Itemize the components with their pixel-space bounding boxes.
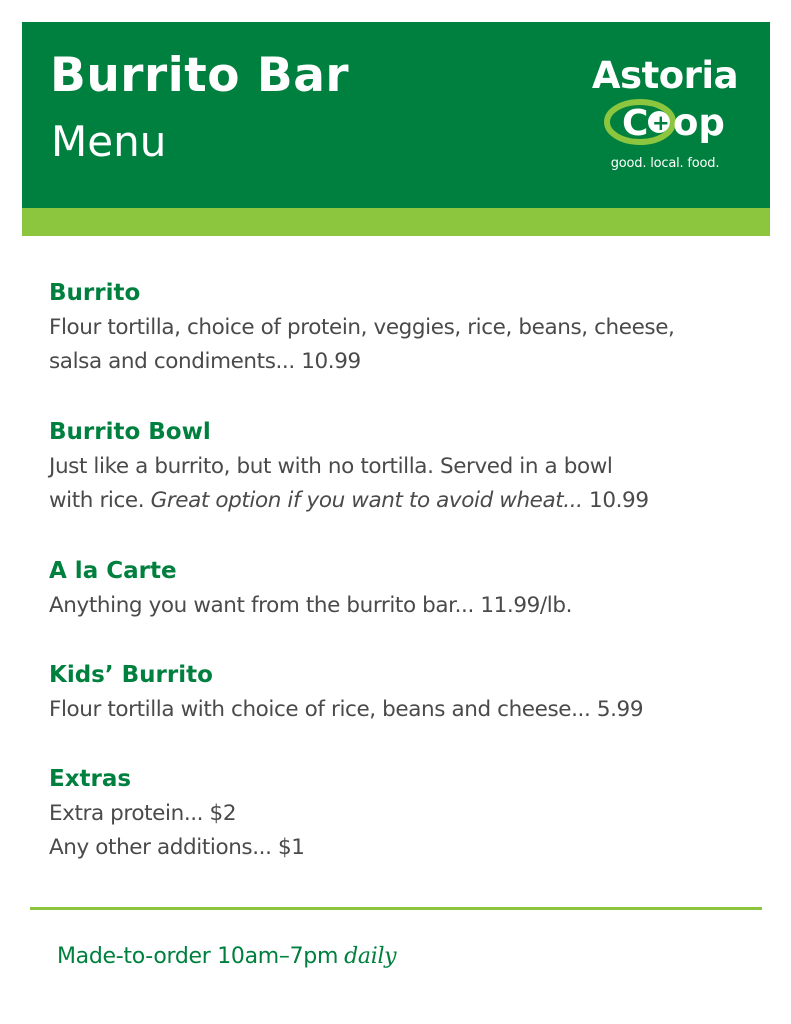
section-description: salsa and condiments... 10.99 (49, 349, 361, 374)
menu-section-burrito-bowl (49, 421, 649, 518)
menu-section-kids-burrito (49, 664, 643, 727)
menu-section-a-la-carte (49, 560, 572, 623)
menu-section-burrito (49, 282, 674, 379)
item-price: 10.99 (582, 488, 649, 513)
coop-logo-mark (602, 99, 732, 145)
logo-op-letters: op (673, 101, 725, 144)
section-description: Just like a burrito, but with no tortilla. Served in a bowl (49, 454, 613, 479)
page-title: Burrito Bar (50, 48, 350, 103)
logo-name-top: Astoria (591, 54, 739, 97)
section-description: Extra protein... $2 (49, 801, 237, 826)
section-title: Burrito (49, 280, 141, 306)
footer-hours (57, 946, 396, 968)
logo-plus-sign: + (652, 111, 670, 135)
section-description: Anything you want from the burrito bar... 11.99/lb. (49, 593, 573, 618)
section-title: Burrito Bowl (49, 419, 211, 445)
section-description: Flour tortilla with choice of rice, beans and cheese... 5.99 (49, 697, 644, 722)
description-note: Great option if you want to avoid wheat... (150, 488, 583, 513)
logo-tagline: good. local. food. (610, 156, 720, 171)
logo-c-letter: C (622, 103, 649, 144)
section-description: Flour tortilla, choice of protein, veggies, rice, beans, cheese, (49, 315, 675, 340)
header-accent-stripe (22, 208, 770, 236)
section-description: Any other additions... $1 (49, 835, 305, 860)
section-description-line (49, 484, 649, 518)
footer-hours-text: Made-to-order 10am–7pm (57, 944, 339, 969)
description-text: with rice. (49, 488, 151, 513)
page-subtitle: Menu (51, 117, 167, 166)
section-title: Kids’ Burrito (49, 662, 213, 688)
coop-logo (582, 54, 748, 185)
section-title: A la Carte (49, 558, 177, 584)
footer-hours-daily: daily (344, 944, 397, 969)
menu-section-extras (49, 768, 305, 865)
section-title: Extras (49, 766, 132, 792)
footer-divider (30, 907, 762, 910)
